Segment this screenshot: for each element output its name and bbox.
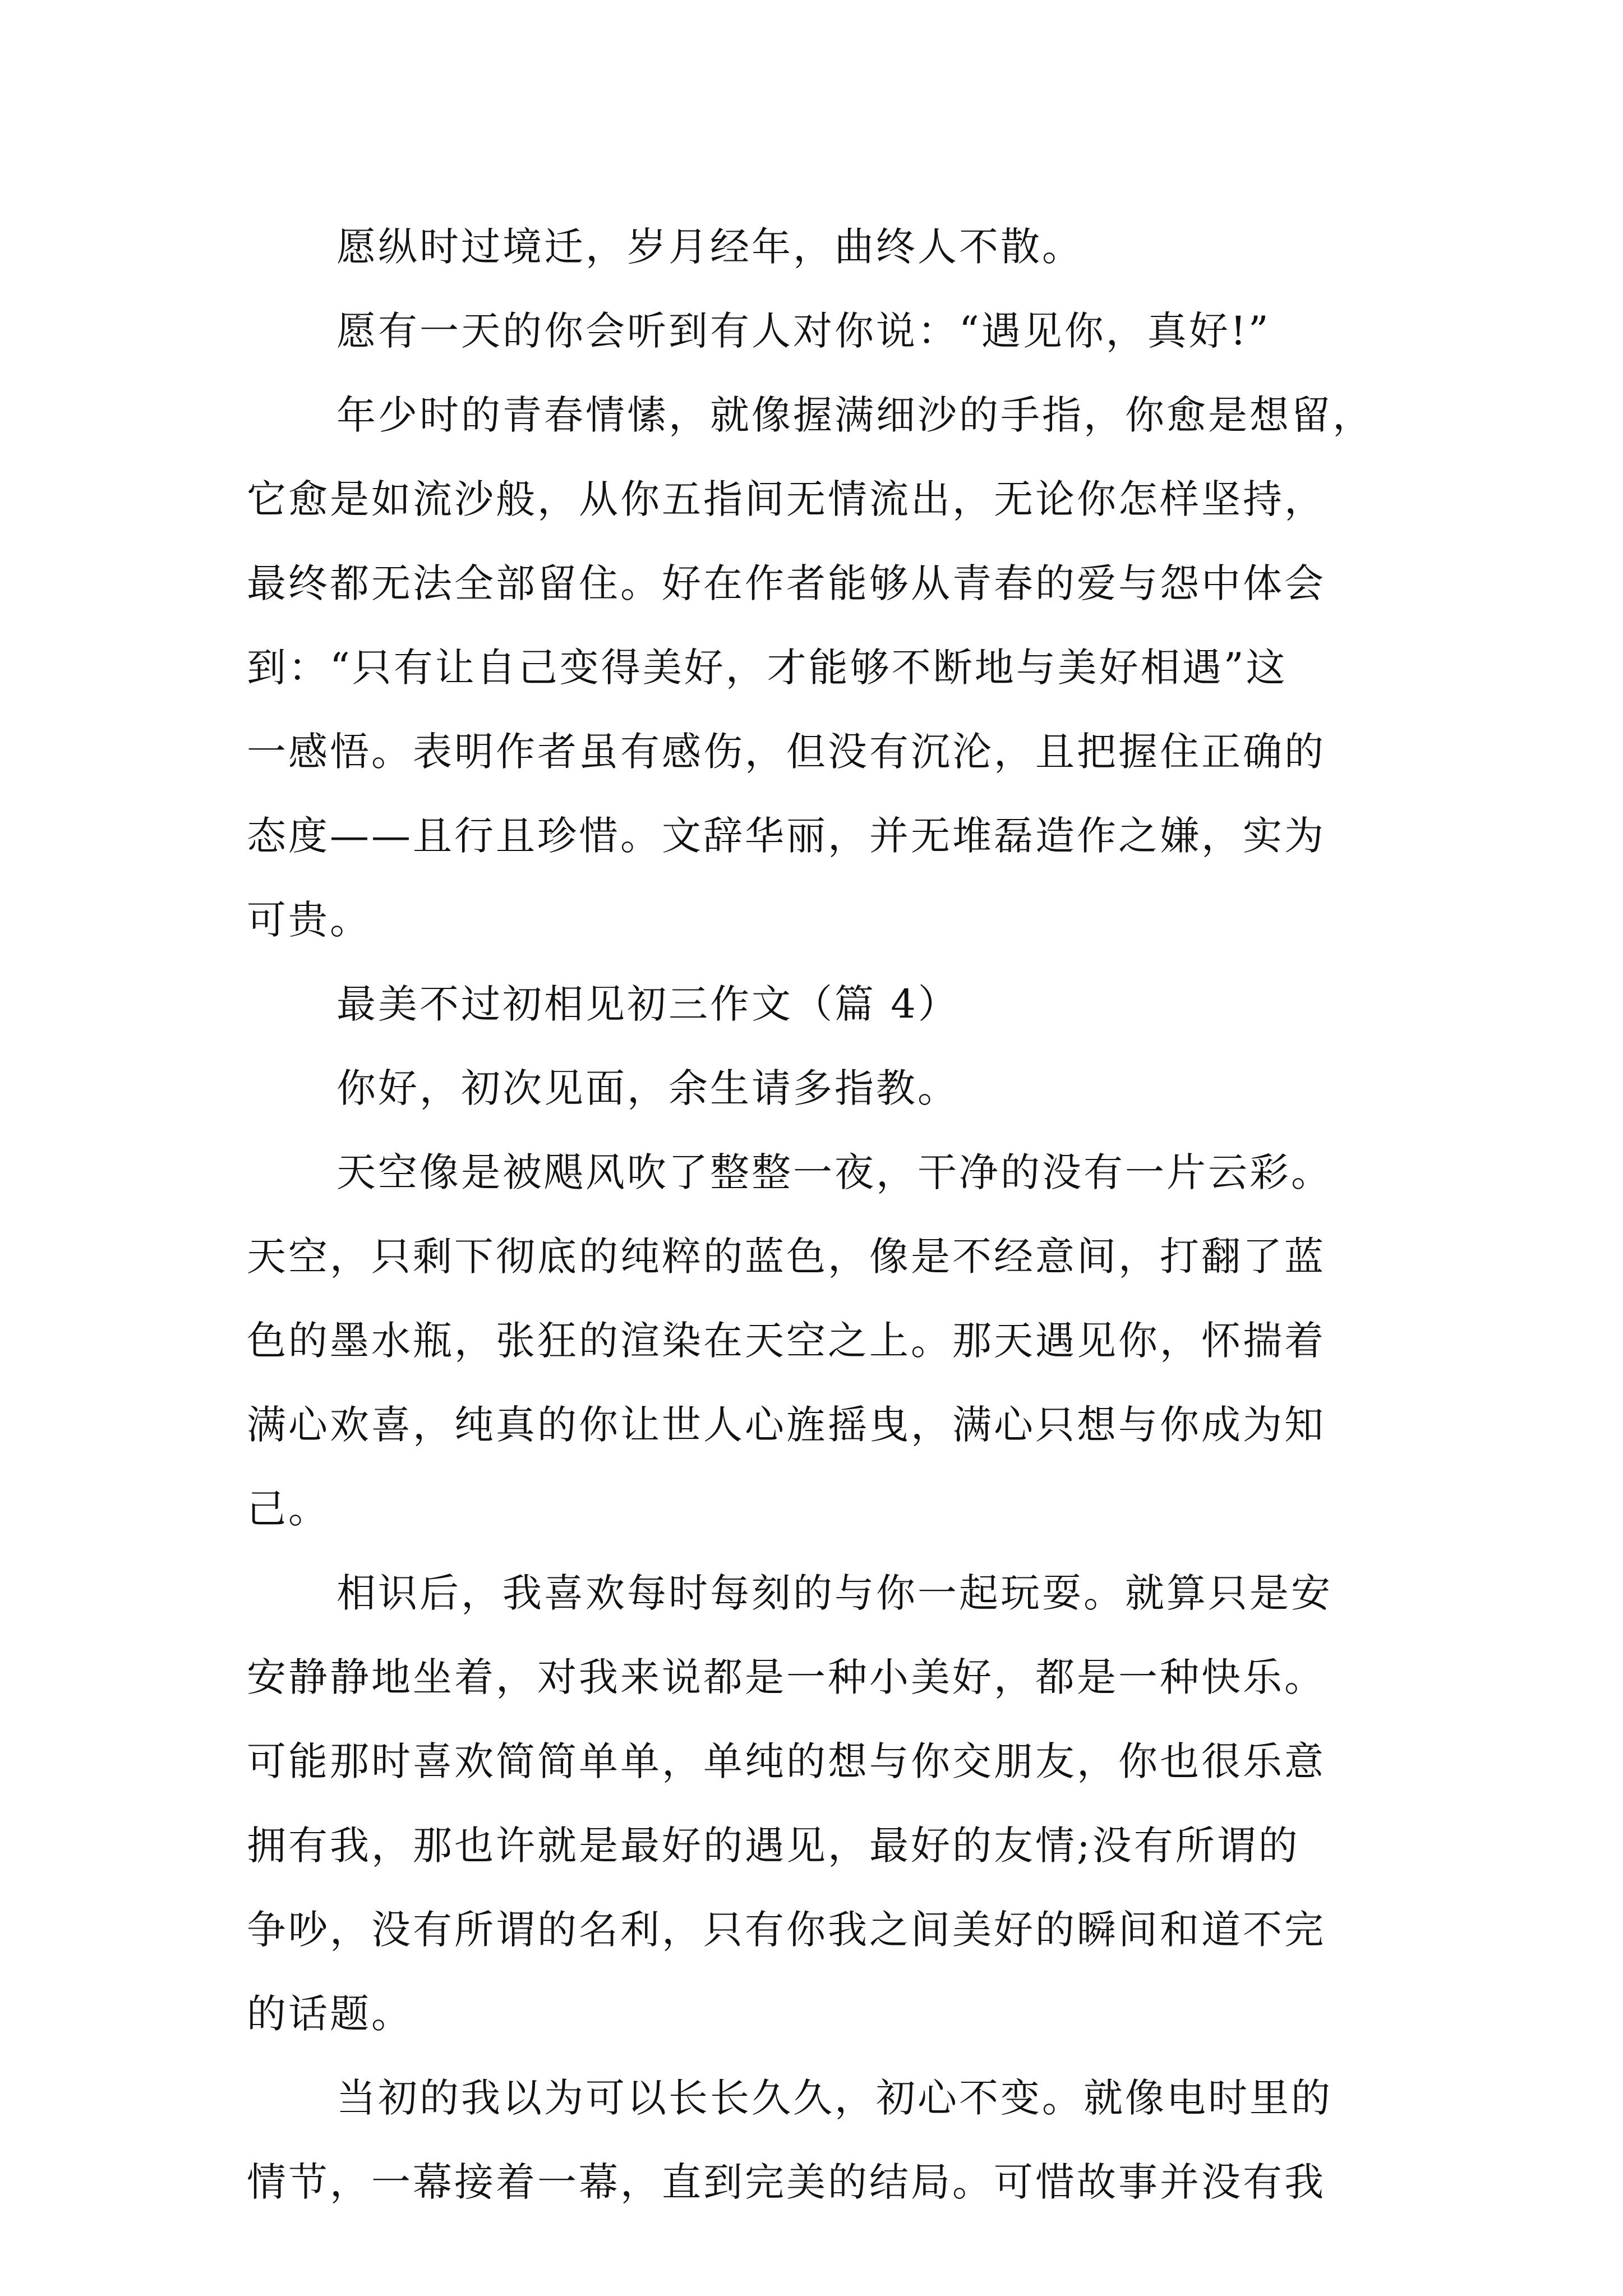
paragraph-1: 愿纵时过境迁，岁月经年，曲终人不散。 [336, 224, 1083, 270]
paragraph-2: 愿有一天的你会听到有人对你说：“遇见你，真好!” [336, 308, 1271, 354]
paragraph-7: 相识后，我喜欢每时每刻的与你一起玩耍。就算只是安 安静静地坐着，对我来说都是一种小美好，都是一种快乐。 可能那时喜欢简简单单，单纯的想与你交朋友，你也很乐意 拥有我，那也许就是最好的遇见，最好的友情;没有所谓的 争吵，没有所谓的名利，只有你我之间美好的瞬间和道不完 的话题。 [247, 1570, 1332, 2037]
paragraph-5: 你好，初次见面，余生请多指教。 [336, 1065, 959, 1111]
paragraph-3: 年少时的青春情愫，就像握满细沙的手指，你愈是想留， 它愈是如流沙般，从你五指间无情流出，无论你怎样坚持， 最终都无法全部留住。好在作者能够从青春的爱与怨中体会 到：“只有让自己变得美好，才能够不断地与美好相遇”这 一感悟。表明作者虽有感伤，但没有沉沦，且把握住正确的 态度——且行且珍惜。文辞华丽，并无堆磊造作之嫌，实为 可贵。 [247, 392, 1374, 943]
section-heading: 最美不过初相见初三作文（篇 4） [336, 981, 960, 1027]
paragraph-6: 天空像是被飓风吹了整整一夜，干净的没有一片云彩。 天空，只剩下彻底的纯粹的蓝色，像是不经意间，打翻了蓝 色的墨水瓶，张狂的渲染在天空之上。那天遇见你，怀揣着 满心欢喜，纯真的你让世人心旌摇曳，满心只想与你成为知 己。 [247, 1149, 1332, 1532]
document-page [247, 205, 1380, 2224]
paragraph-8: 当初的我以为可以长长久久，初心不变。就像电时里的 情节，一幕接着一幕，直到完美的结局。可惜故事并没有我 [247, 2075, 1332, 2205]
